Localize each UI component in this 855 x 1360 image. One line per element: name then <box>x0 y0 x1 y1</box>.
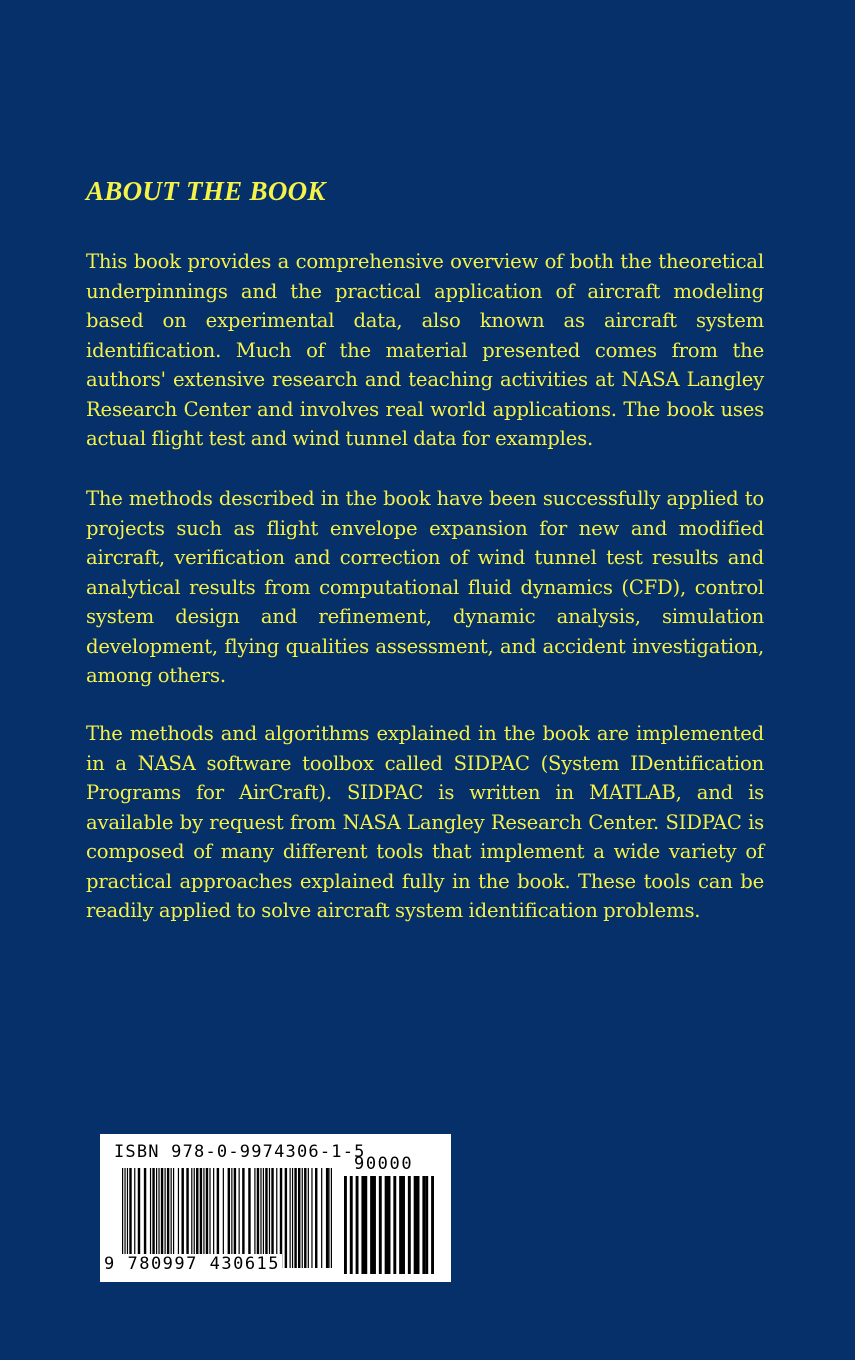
barcode-bar <box>321 1168 322 1268</box>
barcode-bar <box>385 1176 391 1274</box>
barcode-bar <box>206 1168 208 1268</box>
barcode-bar <box>350 1176 353 1274</box>
barcode-bar <box>127 1168 128 1268</box>
barcode-bar <box>228 1168 230 1268</box>
barcode-bar <box>431 1176 434 1274</box>
barcode-bar <box>144 1168 146 1268</box>
barcode-bar <box>164 1168 165 1268</box>
barcode-bar <box>265 1168 267 1268</box>
barcode-bar <box>167 1168 169 1268</box>
barcode-bar <box>370 1176 376 1274</box>
barcode-bar <box>361 1176 367 1274</box>
barcode-bar <box>194 1168 195 1268</box>
barcode-bar <box>290 1168 291 1268</box>
barcode-bar <box>217 1168 219 1268</box>
barcode-bar <box>311 1168 312 1268</box>
barcode-bar <box>161 1168 163 1268</box>
price-addon-digits: 90000 <box>354 1154 414 1174</box>
barcode-bar <box>344 1176 347 1274</box>
paragraph-applications: The methods described in the book have been successfully applied to projects such as flight envelope expansion for new and modified aircraft, verification and correction of wind tunnel test results and analytical results from computational fluid dynamics (CFD), control system design and refinement, dynamic analysis, simulation development, flying qualities assessment, and accident investigation, among others. <box>86 487 764 687</box>
barcode-bar <box>294 1168 296 1268</box>
barcode-bar <box>178 1168 179 1268</box>
barcode-bar <box>196 1168 198 1268</box>
addon-barcode-bars <box>344 1176 434 1274</box>
barcode-bar <box>173 1168 174 1268</box>
barcode-bar <box>304 1168 306 1268</box>
barcode-bar <box>231 1168 232 1268</box>
barcode-bar <box>276 1168 277 1268</box>
barcode-bar <box>422 1176 425 1274</box>
barcode-bar <box>150 1168 151 1268</box>
barcode-bar <box>414 1176 420 1274</box>
barcode-bar <box>138 1168 140 1268</box>
barcode-bar <box>248 1168 250 1268</box>
barcode-bar <box>308 1168 309 1268</box>
isbn-label: ISBN 978-0-9974306-1-5 <box>114 1142 366 1162</box>
isbn-barcode <box>100 1134 451 1282</box>
barcode-bar <box>234 1168 236 1268</box>
barcode-bar <box>260 1168 261 1268</box>
barcode-bar <box>408 1176 411 1274</box>
barcode-bar <box>269 1168 270 1268</box>
barcode-bar <box>200 1168 202 1268</box>
barcode-bar <box>292 1168 293 1268</box>
barcode-bar <box>271 1168 273 1268</box>
barcode-bar <box>328 1168 329 1268</box>
barcode-bar <box>171 1168 172 1268</box>
barcode-bar <box>181 1168 183 1268</box>
paragraph-overview: This book provides a comprehensive overview of both the theoretical underpinnings and the practical application of aircraft modeling based on experimental data, also known as aircraft system identification. Much of the material presented comes from the authors' extensive research and teaching activities at NASA Langley Research Center and involves real world applications. The book uses actual flight test and wind tunnel data for examples. <box>86 250 764 450</box>
barcode-bar <box>124 1168 125 1268</box>
barcode-bar <box>326 1168 328 1268</box>
barcode-bar <box>156 1168 157 1268</box>
barcode-bar <box>209 1168 210 1268</box>
barcode-bar <box>186 1168 188 1268</box>
barcode-bar <box>254 1168 255 1268</box>
barcode-bar <box>280 1168 282 1268</box>
barcode-bar <box>379 1176 382 1274</box>
ean-digits: 9 780997 430615 <box>104 1254 281 1274</box>
barcode-bar <box>425 1176 428 1274</box>
barcode-bar <box>134 1168 135 1268</box>
barcode-bar <box>223 1168 224 1268</box>
section-heading: ABOUT THE BOOK <box>86 176 326 206</box>
barcode-bar <box>315 1168 317 1268</box>
barcode-bar <box>122 1168 123 1268</box>
barcode-bar <box>356 1176 359 1274</box>
barcode-bar <box>203 1168 204 1268</box>
barcode-bar <box>158 1168 159 1268</box>
barcode-bar <box>263 1168 264 1268</box>
barcode-bar <box>191 1168 192 1268</box>
barcode-bar <box>399 1176 405 1274</box>
barcode-bar <box>298 1168 300 1268</box>
barcode-bar <box>239 1168 240 1268</box>
barcode-bar <box>302 1168 303 1268</box>
paragraph-sidpac: The methods and algorithms explained in the book are implemented in a NASA software toolbox called SIDPAC (System IDentification Programs for AirCraft). SIDPAC is written in MATLAB, and is available by request from NASA Langley Research Center. SIDPAC is composed of many different tools that implement a wide variety of practical approaches explained fully in the book. These tools can be readily applied to solve aircraft system identification problems. <box>86 722 764 922</box>
barcode-bar <box>242 1168 244 1268</box>
ean-barcode-bars <box>122 1168 332 1268</box>
barcode-bar <box>393 1176 396 1274</box>
barcode-bar <box>257 1168 259 1268</box>
barcode-bar <box>331 1168 332 1268</box>
barcode-bar <box>152 1168 154 1268</box>
barcode-bar <box>213 1168 214 1268</box>
barcode-bar <box>285 1168 287 1268</box>
barcode-bar <box>129 1168 131 1268</box>
